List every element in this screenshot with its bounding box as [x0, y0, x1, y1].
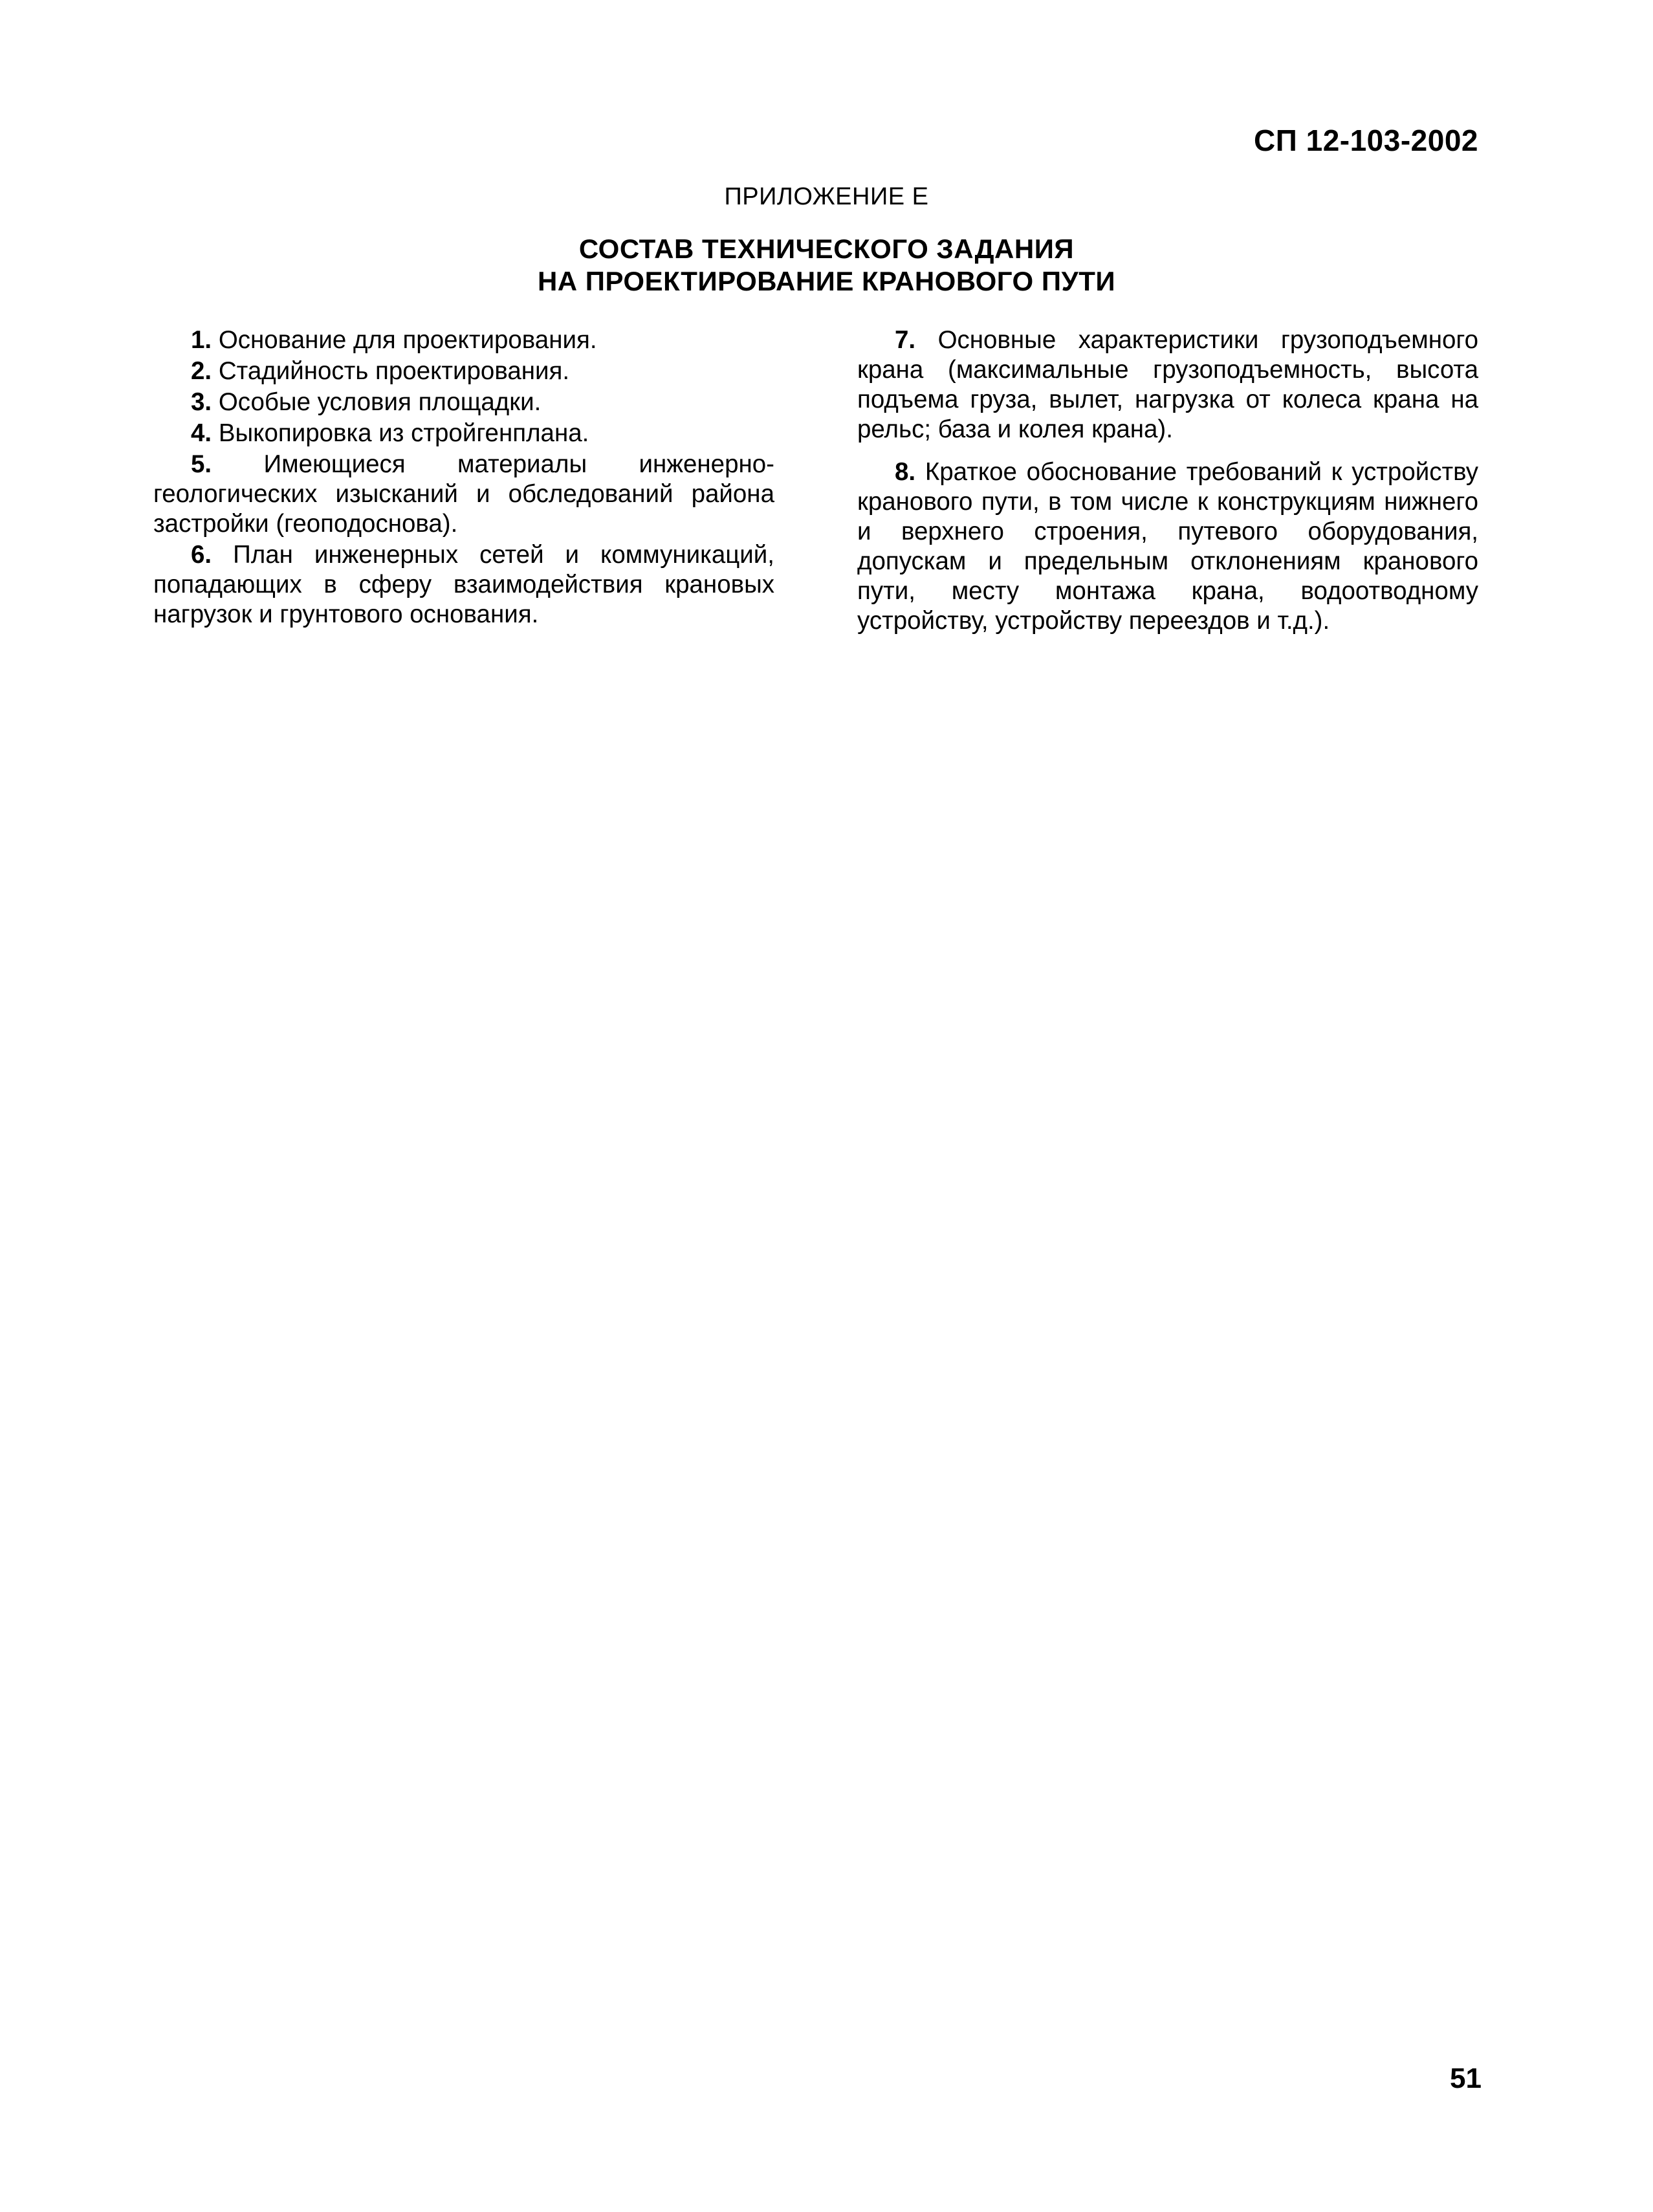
- appendix-title-line-1: СОСТАВ ТЕХНИЧЕСКОГО ЗАДАНИЯ: [578, 234, 1075, 264]
- item-number: 6.: [191, 541, 212, 569]
- list-item-1: [153, 325, 774, 355]
- item-text: Краткое обоснование требований к устройству кранового пути, в том числе к конструкциям нижнего и верхнего строения, путевого оборудования, допускам и предельным отклонениям кранового пути, месту монтажа крана, водоотводному устройству, устройству переездов и т.д.).: [857, 458, 1478, 635]
- appendix-title: [0, 233, 1653, 298]
- list-item-6: [153, 540, 774, 630]
- item-text: Особые условия площадки.: [218, 388, 542, 416]
- list-item-8: [857, 457, 1478, 636]
- item-number: 1.: [191, 326, 212, 354]
- list-item-7: [857, 325, 1478, 444]
- appendix-label: ПРИЛОЖЕНИЕ Е: [724, 183, 929, 210]
- left-column: [153, 325, 774, 631]
- item-number: 8.: [895, 458, 916, 486]
- item-text: Основные характеристики грузоподъемного крана (максимальные грузоподъемность, высота подъема груза, вылет, нагрузка от колеса крана на рельс; база и колея крана).: [857, 326, 1478, 443]
- item-text: План инженерных сетей и коммуникаций, попадающих в сферу взаимодействия крановых нагрузок и грунтового основания.: [153, 541, 774, 628]
- page-number: 51: [1450, 2063, 1482, 2094]
- item-number: 2.: [191, 357, 212, 385]
- item-number: 7.: [895, 326, 916, 354]
- list-item-3: [153, 388, 774, 417]
- list-item-5: [153, 450, 774, 539]
- document-code: СП 12-103-2002: [1254, 124, 1478, 157]
- item-number: 3.: [191, 388, 212, 416]
- item-number: 4.: [191, 419, 212, 447]
- appendix-title-line-2: НА ПРОЕКТИРОВАНИЕ КРАНОВОГО ПУТИ: [537, 266, 1116, 296]
- item-text: Имеющиеся материалы инженерно-геологических изысканий и обследований района застройки (геоподоснова).: [153, 450, 775, 538]
- list-item-2: [153, 356, 774, 386]
- item-number: 5.: [191, 450, 212, 478]
- item-text: Стадийность проектирования.: [218, 357, 570, 385]
- right-column: [857, 325, 1478, 637]
- item-text: Основание для проектирования.: [218, 326, 597, 354]
- list-item-4: [153, 419, 774, 448]
- item-text: Выкопировка из стройгенплана.: [218, 419, 589, 447]
